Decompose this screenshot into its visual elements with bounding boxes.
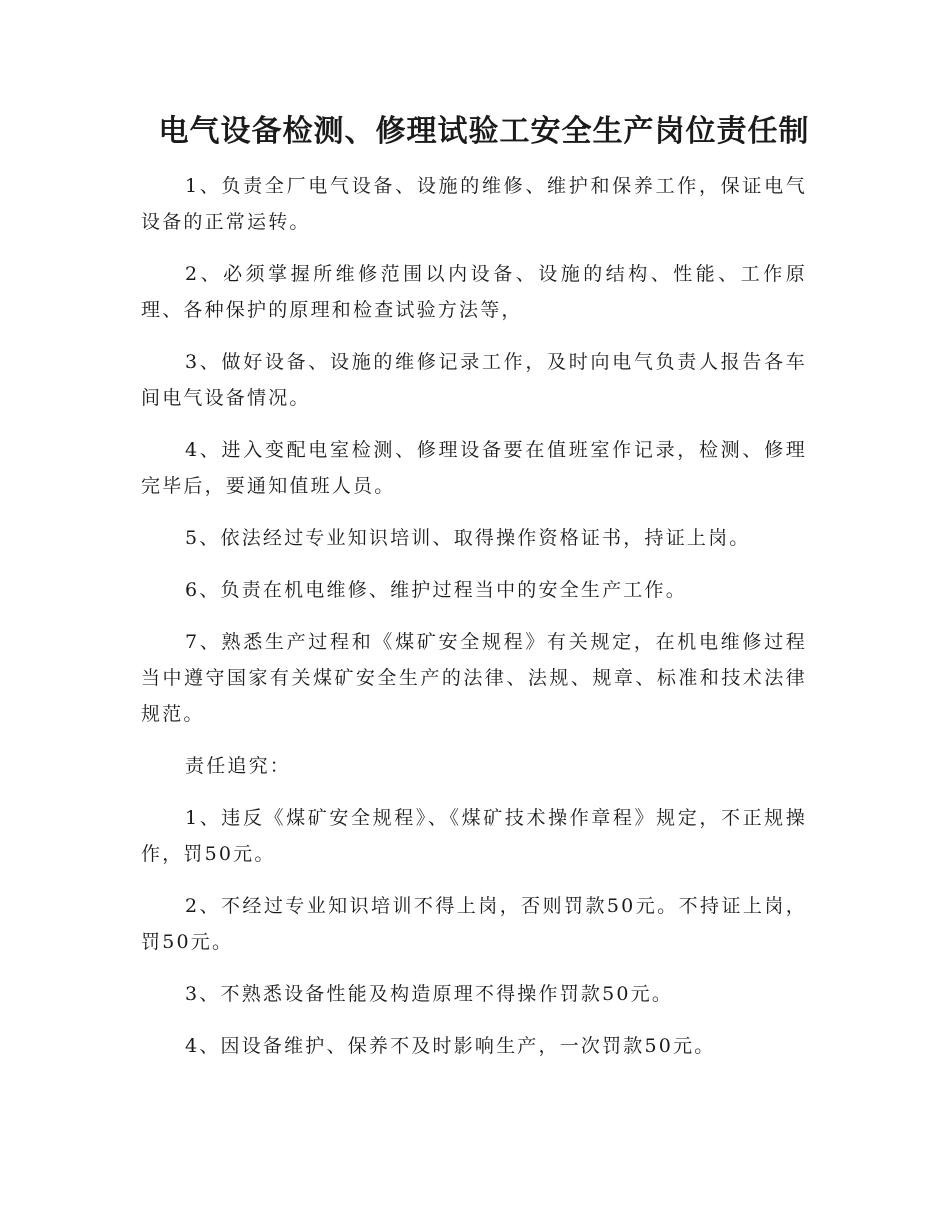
penalty-item-2: 2、不经过专业知识培训不得上岗，否则罚款50元。不持证上岗，罚50元。 (141, 895, 807, 953)
duty-item-7: 7、熟悉生产过程和《煤矿安全规程》有关规定，在机电维修过程当中遵守国家有关煤矿安全生产的法律、法规、规章、标准和技术法律规范。 (141, 631, 807, 725)
duty-item-2: 2、必须掌握所维修范围以内设备、设施的结构、性能、工作原理、各种保护的原理和检查试验方法等， (141, 263, 807, 321)
duty-item-5: 5、依法经过专业知识培训、取得操作资格证书，持证上岗。 (185, 527, 751, 549)
duty-item-3: 3、做好设备、设施的维修记录工作，及时向电气负责人报告各车间电气设备情况。 (141, 351, 807, 409)
penalty-item-1: 1、违反《煤矿安全规程》、《煤矿技术操作章程》规定，不正规操作，罚50元。 (141, 807, 807, 865)
duty-item-6: 6、负责在机电维修、维护过程当中的安全生产工作。 (185, 579, 687, 601)
document-title: 电气设备检测、修理试验工安全生产岗位责任制 (158, 114, 810, 149)
duty-item-1: 1、负责全厂电气设备、设施的维修、维护和保养工作，保证电气设备的正常运转。 (141, 175, 807, 233)
penalty-item-3: 3、不熟悉设备性能及构造原理不得操作罚款50元。 (185, 983, 674, 1005)
penalty-item-4: 4、因设备维护、保养不及时影响生产，一次罚款50元。 (185, 1035, 716, 1057)
accountability-heading: 责任追究： (185, 755, 292, 777)
document-body (141, 168, 807, 1080)
duty-item-4: 4、进入变配电室检测、修理设备要在值班室作记录，检测、修理完毕后，要通知值班人员。 (141, 439, 807, 497)
